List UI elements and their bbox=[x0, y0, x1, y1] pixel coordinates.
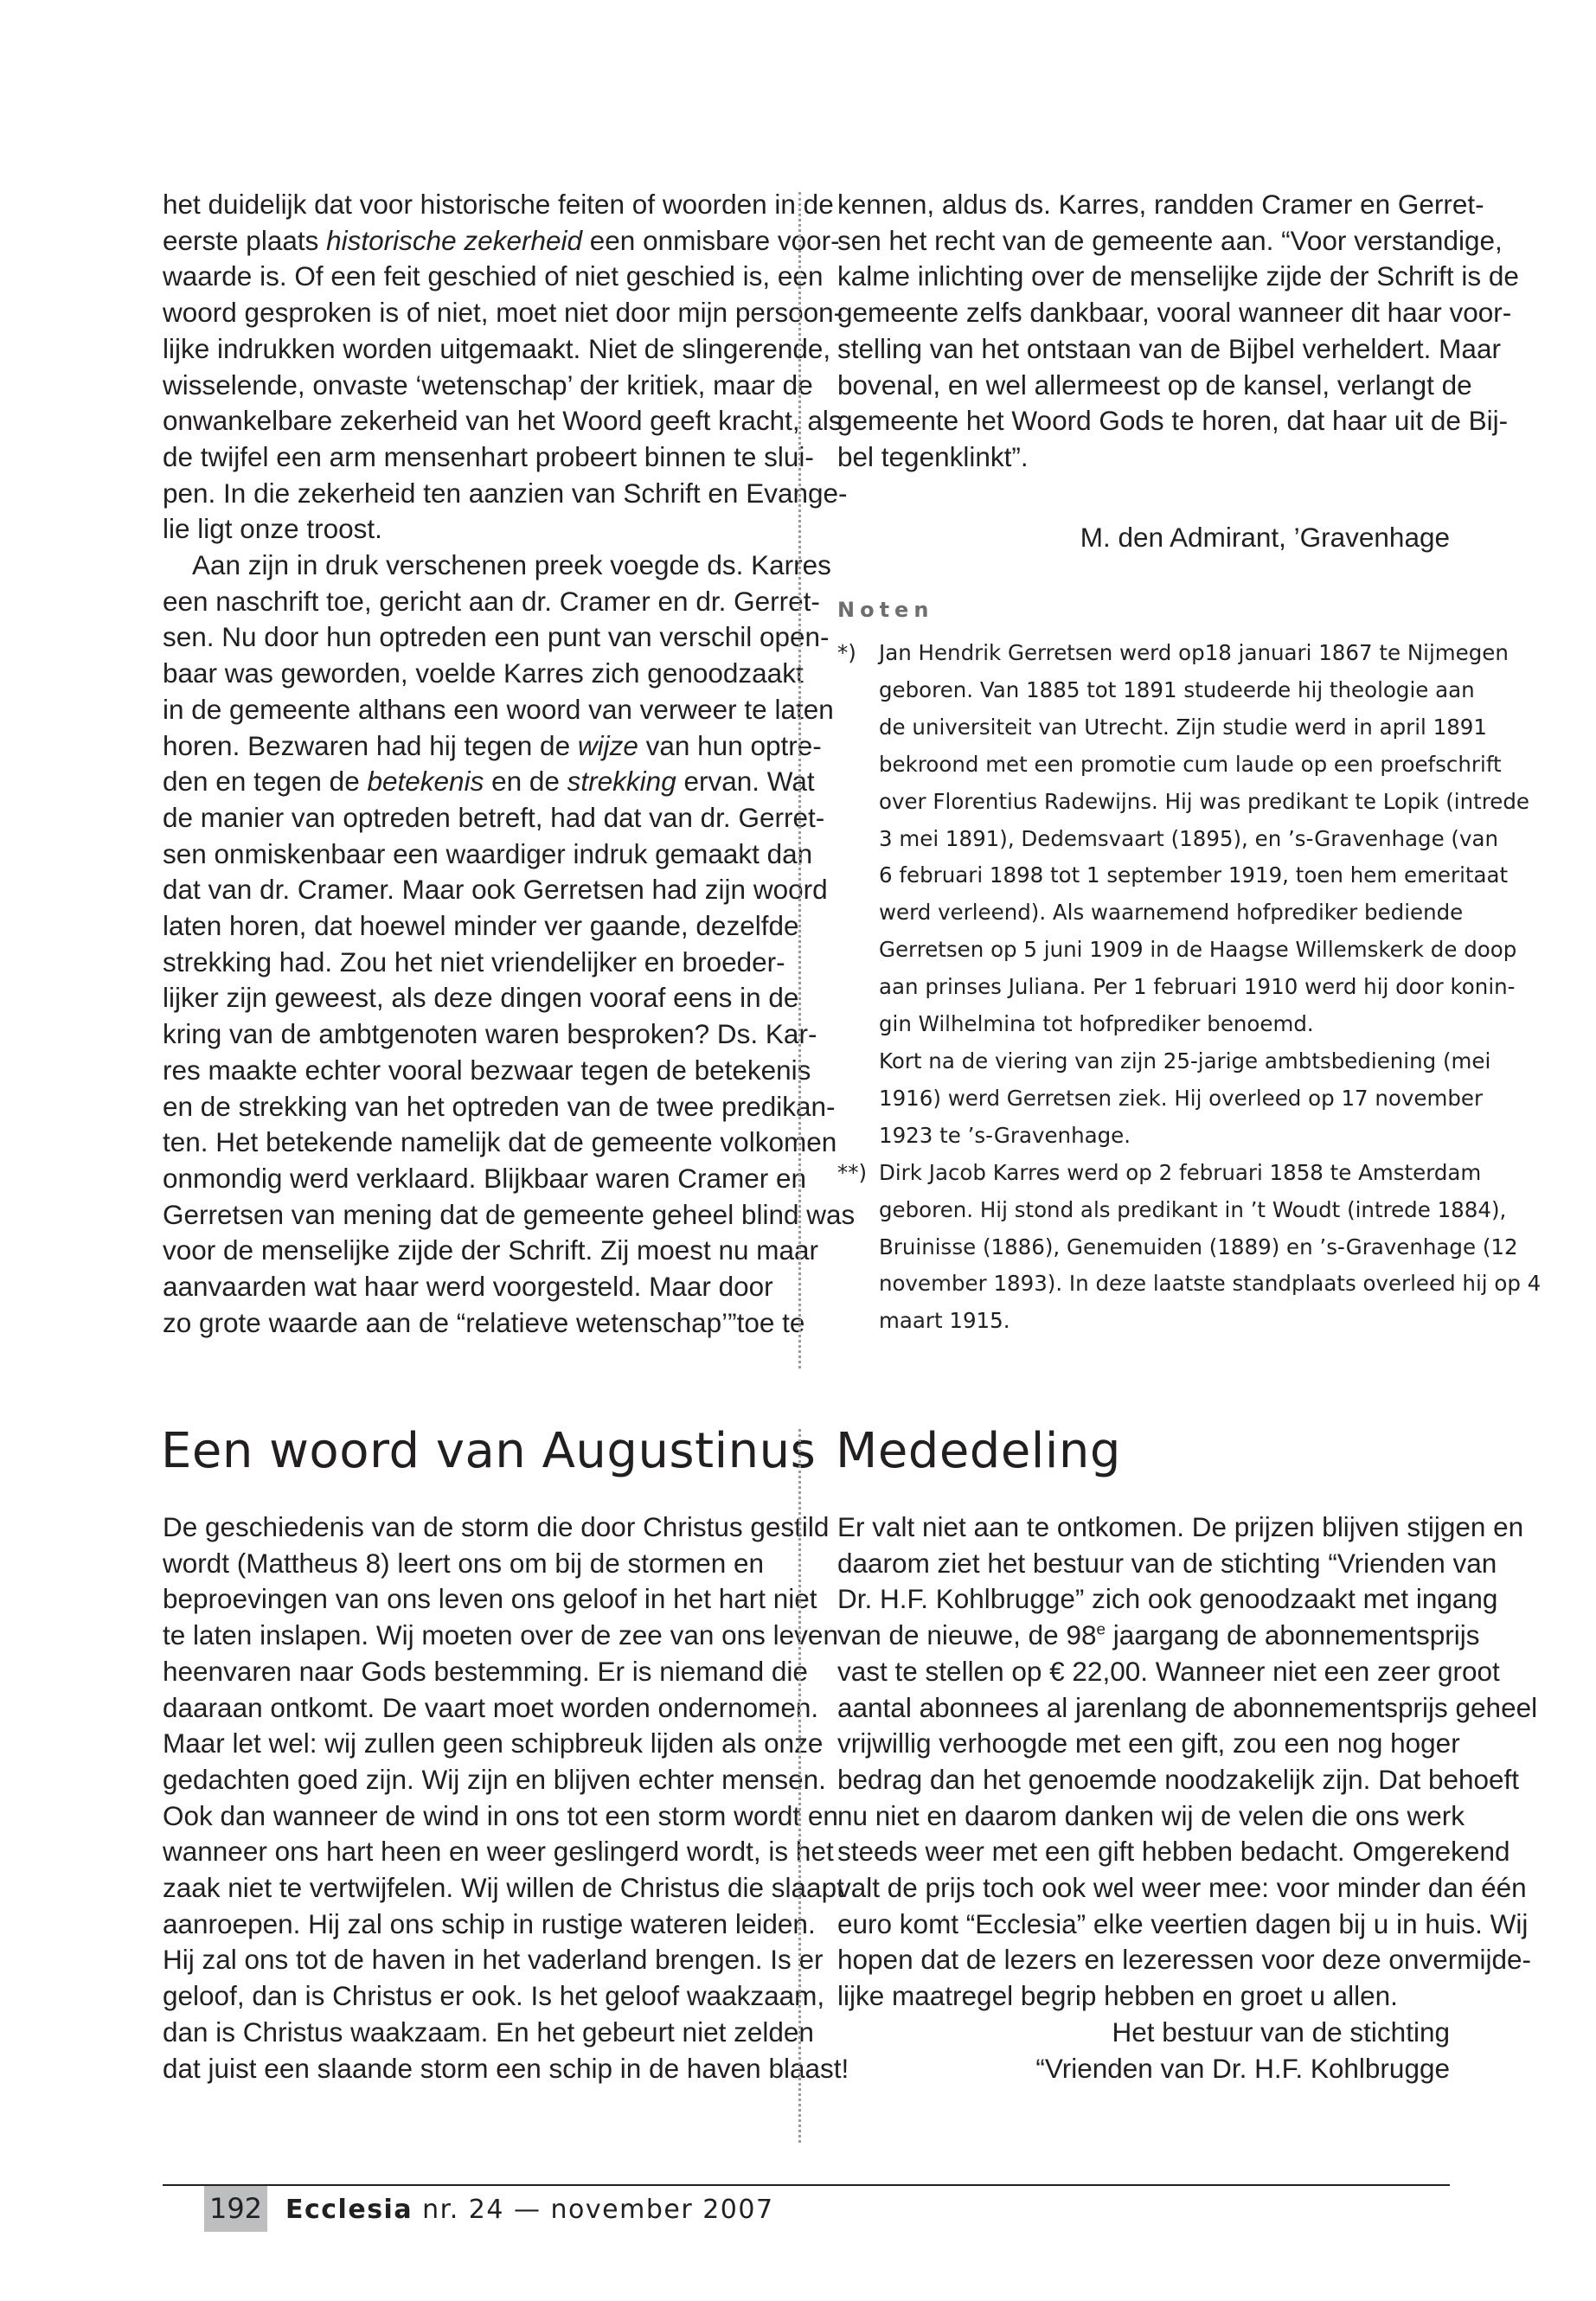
text-line: aanvaarden wat haar werd voorgesteld. Maar door bbox=[163, 1271, 773, 1303]
text-line: gedachten goed zijn. Wij zijn en blijven echter mensen. bbox=[163, 1763, 826, 1795]
text-line: laten horen, dat hoewel minder ver gaande, dezelfde bbox=[163, 910, 799, 942]
note-line: Bruinisse (1886), Genemuiden (1889) en ’s-Gravenhage (12 bbox=[879, 1234, 1518, 1259]
text-line: Hij zal ons tot de haven in het vaderland brengen. Is er bbox=[163, 1944, 824, 1976]
page-number: 192 bbox=[204, 2186, 267, 2232]
superscript: e bbox=[1096, 1620, 1106, 1639]
text-line: stelling van het ontstaan van de Bijbel verheldert. Maar bbox=[837, 332, 1501, 364]
note-line: over Florentius Radewijns. Hij was predikant te Lopik (intrede bbox=[879, 788, 1529, 814]
text-line: zaak niet te vertwijfelen. Wij willen de Christus die slaapt bbox=[163, 1872, 844, 1904]
text-line: Aan zijn in druk verschenen preek voegde ds. Karres bbox=[192, 549, 831, 581]
magazine-name: Ecclesia bbox=[285, 2195, 413, 2225]
text-line: woord gesproken is of niet, moet niet door mijn persoon- bbox=[163, 297, 843, 329]
text-line: gemeente het Woord Gods te horen, dat haar uit de Bij- bbox=[837, 405, 1509, 437]
text-line: waarde is. Of een feit geschied of niet geschied is, een bbox=[163, 260, 824, 292]
note-line: 1923 te ’s-Gravenhage. bbox=[879, 1122, 1131, 1148]
text-line: vrijwillig verhoogde met een gift, zou een nog hoger bbox=[837, 1727, 1460, 1759]
notes-heading: Noten bbox=[837, 598, 934, 622]
footnote bbox=[837, 635, 1529, 1155]
text-line: en de strekking van het optreden van de twee predikan- bbox=[163, 1090, 836, 1122]
issue-info: nr. 24 — november 2007 bbox=[413, 2195, 774, 2225]
signature-line: Het bestuur van de stichting bbox=[1112, 2016, 1450, 2048]
italic-emphasis: betekenis bbox=[367, 766, 484, 798]
note-line: bekroond met een promotie cum laude op een proefschrift bbox=[879, 751, 1502, 777]
text-line: kennen, aldus ds. Karres, randden Cramer en Gerret- bbox=[837, 189, 1484, 220]
text-line: daarom ziet het bestuur van de stichting “Vrienden van bbox=[837, 1547, 1497, 1579]
italic-emphasis: strekking bbox=[567, 766, 676, 798]
note-line: werd verleend). Als waarnemend hofprediker bediende bbox=[879, 900, 1464, 926]
mededeling-article bbox=[837, 1509, 1538, 2086]
note-line: gin Wilhelmina tot hofprediker benoemd. bbox=[879, 1011, 1314, 1037]
text-line: sen. Nu door hun optreden een punt van verschil open- bbox=[163, 621, 830, 653]
text-line: Gerretsen van mening dat de gemeente geheel blind was bbox=[163, 1198, 856, 1230]
italic-emphasis: wijze bbox=[577, 729, 638, 761]
article-continuation-left bbox=[163, 187, 856, 1342]
text-run: horen. Bezwaren had hij tegen de bbox=[163, 729, 578, 761]
text-run: van de nieuwe, de 98 bbox=[837, 1619, 1097, 1651]
footnote bbox=[837, 1155, 1542, 1341]
text-line: pen. In die zekerheid ten aanzien van Schrift en Evange- bbox=[163, 477, 848, 509]
note-line: 3 mei 1891), Dedemsvaart (1895), en ’s-Gravenhage (van bbox=[879, 825, 1499, 851]
text-line: onmondig werd verklaard. Blijkbaar waren Cramer en bbox=[163, 1162, 807, 1194]
italic-emphasis: historische zekerheid bbox=[326, 224, 583, 256]
text-line: heenvaren naar Gods bestemming. Er is niemand die bbox=[163, 1655, 808, 1687]
note-line: Kort na de viering van zijn 25-jarige ambtsbediening (mei bbox=[879, 1048, 1491, 1074]
text-line: steeds weer met een gift hebben bedacht. Omgerekend bbox=[837, 1836, 1510, 1868]
text-line: hopen dat de lezers en lezeressen voor deze onvermijde- bbox=[837, 1944, 1531, 1976]
text-run: en de bbox=[484, 766, 567, 798]
augustinus-heading: Een woord van Augustinus bbox=[161, 1423, 817, 1479]
text-line bbox=[837, 1618, 1480, 1654]
text-run: ervan. Wat bbox=[676, 766, 815, 798]
text-line: De geschiedenis van de storm die door Christus gestild bbox=[163, 1511, 830, 1542]
text-run: van hun optre- bbox=[638, 729, 822, 761]
text-run: een onmisbare voor- bbox=[582, 224, 840, 256]
text-line: Dr. H.F. Kohlbrugge” zich ook genoodzaakt met ingang bbox=[837, 1583, 1498, 1615]
footnote-marker: *) bbox=[837, 640, 856, 665]
text-line: baar was geworden, voelde Karres zich genoodzaakt bbox=[163, 657, 804, 689]
note-line: november 1893). In deze laatste standplaats overleed hij op 4 bbox=[879, 1271, 1542, 1297]
text-line: wordt (Mattheus 8) leert ons om bij de stormen en bbox=[163, 1547, 765, 1579]
text-line: dat juist een slaande storm een schip in de haven blaast! bbox=[163, 2052, 849, 2084]
text-line: bovenal, en wel allermeest op de kansel, verlangt de bbox=[837, 369, 1472, 401]
note-line: 6 februari 1898 tot 1 september 1919, toen hem emeritaat bbox=[879, 862, 1509, 888]
text-line: daaraan ontkomt. De vaart moet worden ondernomen. bbox=[163, 1691, 819, 1723]
text-run: den en tegen de bbox=[163, 766, 368, 798]
text-line: voor de menselijke zijde der Schrift. Zij moest nu maar bbox=[163, 1234, 819, 1266]
text-line: wisselende, onvaste ‘wetenschap’ der kritiek, maar de bbox=[163, 369, 813, 401]
text-line: beproevingen van ons leven ons geloof in het hart niet bbox=[163, 1583, 817, 1615]
text-line: onwankelbare zekerheid van het Woord geeft kracht, als bbox=[163, 405, 843, 437]
text-line bbox=[163, 223, 840, 260]
text-line: ten. Het betekende namelijk dat de gemeente volkomen bbox=[163, 1126, 837, 1158]
augustinus-article bbox=[163, 1509, 849, 2086]
text-line: kring van de ambtgenoten waren besproken? Ds. Kar- bbox=[163, 1018, 817, 1050]
column-divider bbox=[798, 192, 801, 1368]
text-line: de manier van optreden betreft, had dat van dr. Gerret- bbox=[163, 801, 825, 833]
text-line: een naschrift toe, gericht aan dr. Cramer en dr. Gerret- bbox=[163, 585, 820, 617]
text-line bbox=[163, 764, 815, 800]
text-line: dat van dr. Cramer. Maar ook Gerretsen had zijn woord bbox=[163, 874, 828, 906]
author-signature: M. den Admirant, ’Gravenhage bbox=[1080, 522, 1450, 553]
text-line: geloof, dan is Christus er ook. Is het geloof waakzaam, bbox=[163, 1980, 825, 2012]
footnotes bbox=[837, 635, 1542, 1340]
text-line: gemeente zelfs dankbaar, vooral wanneer dit haar voor- bbox=[837, 297, 1512, 329]
text-line: aanroepen. Hij zal ons schip in rustige wateren leiden. bbox=[163, 1907, 816, 1939]
article-continuation-right bbox=[837, 187, 1519, 476]
text-line: bel tegenklinkt”. bbox=[837, 440, 1029, 472]
text-line: valt de prijs toch ook wel weer mee: voor minder dan één bbox=[837, 1872, 1527, 1904]
footnote-marker: **) bbox=[837, 1159, 868, 1185]
text-run: eerste plaats bbox=[163, 224, 327, 256]
note-line: Jan Hendrik Gerretsen werd op18 januari 1867 te Nijmegen bbox=[879, 640, 1509, 665]
text-line: Ook dan wanneer de wind in ons tot een storm wordt en bbox=[163, 1799, 838, 1831]
note-line: geboren. Van 1885 tot 1891 studeerde hij theologie aan bbox=[879, 676, 1475, 702]
footer-rule bbox=[163, 2184, 1450, 2186]
text-line: sen het recht van de gemeente aan. “Voor verstandige, bbox=[837, 224, 1503, 256]
text-line: strekking had. Zou het niet vriendelijker en broeder- bbox=[163, 945, 785, 977]
text-line: lijke indrukken worden uitgemaakt. Niet de slingerende, bbox=[163, 332, 831, 364]
text-line: lijke maatregel begrip hebben en groet u allen. bbox=[837, 1980, 1398, 2012]
text-line: de twijfel een arm mensenhart probeert binnen te slui- bbox=[163, 440, 814, 472]
text-line: wanneer ons hart heen en weer geslingerd wordt, is het bbox=[163, 1836, 834, 1868]
text-line: sen onmiskenbaar een waardiger indruk gemaakt dan bbox=[163, 837, 813, 869]
text-line: Maar let wel: wij zullen geen schipbreuk lijden als onze bbox=[163, 1727, 824, 1759]
text-line: nu niet en daarom danken wij de velen die ons werk bbox=[837, 1799, 1465, 1831]
text-line: lie ligt onze troost. bbox=[163, 513, 382, 545]
note-line: 1916) werd Gerretsen ziek. Hij overleed op 17 november bbox=[879, 1085, 1484, 1111]
text-line: euro komt “Ecclesia” elke veertien dagen bij u in huis. Wij bbox=[837, 1907, 1529, 1939]
text-line: bedrag dan het genoemde noodzakelijk zijn. Dat behoeft bbox=[837, 1763, 1520, 1795]
note-line: aan prinses Juliana. Per 1 februari 1910 werd hij door konin- bbox=[879, 974, 1516, 1000]
text-line: lijker zijn geweest, als deze dingen vooraf eens in de bbox=[163, 982, 799, 1014]
note-line: de universiteit van Utrecht. Zijn studie werd in april 1891 bbox=[879, 714, 1487, 740]
text-line: het duidelijk dat voor historische feiten of woorden in de bbox=[163, 189, 834, 220]
text-line: kalme inlichting over de menselijke zijde der Schrift is de bbox=[837, 260, 1519, 292]
column-divider bbox=[798, 1429, 801, 2143]
text-line bbox=[163, 728, 822, 765]
text-line: res maakte echter vooral bezwaar tegen de betekenis bbox=[163, 1054, 811, 1086]
text-line: te laten inslapen. Wij moeten over de zee van ons leven bbox=[163, 1619, 838, 1651]
text-line: aantal abonnees al jarenlang de abonnementsprijs geheel bbox=[837, 1691, 1538, 1723]
text-line: in de gemeente althans een woord van verweer te laten bbox=[163, 693, 834, 725]
footer-publication bbox=[285, 2189, 774, 2232]
text-line: zo grote waarde aan de “relatieve wetenschap’”toe te bbox=[163, 1306, 805, 1338]
note-line: Gerretsen op 5 juni 1909 in de Haagse Willemskerk de doop bbox=[879, 937, 1517, 963]
text-line: vast te stellen op € 22,00. Wanneer niet een zeer groot bbox=[837, 1655, 1500, 1687]
text-run: jaargang de abonnementsprijs bbox=[1106, 1619, 1480, 1651]
text-line: dan is Christus waakzaam. En het gebeurt niet zelden bbox=[163, 2016, 814, 2048]
text-line: Er valt niet aan te ontkomen. De prijzen blijven stijgen en bbox=[837, 1511, 1524, 1542]
note-line: geboren. Hij stond als predikant in ’t Woudt (intrede 1884), bbox=[879, 1196, 1507, 1222]
note-line: Dirk Jacob Karres werd op 2 februari 1858 te Amsterdam bbox=[879, 1159, 1482, 1185]
note-line: maart 1915. bbox=[879, 1308, 1010, 1334]
mededeling-heading: Mededeling bbox=[836, 1423, 1121, 1479]
signature-line: “Vrienden van Dr. H.F. Kohlbrugge bbox=[1035, 2052, 1450, 2084]
